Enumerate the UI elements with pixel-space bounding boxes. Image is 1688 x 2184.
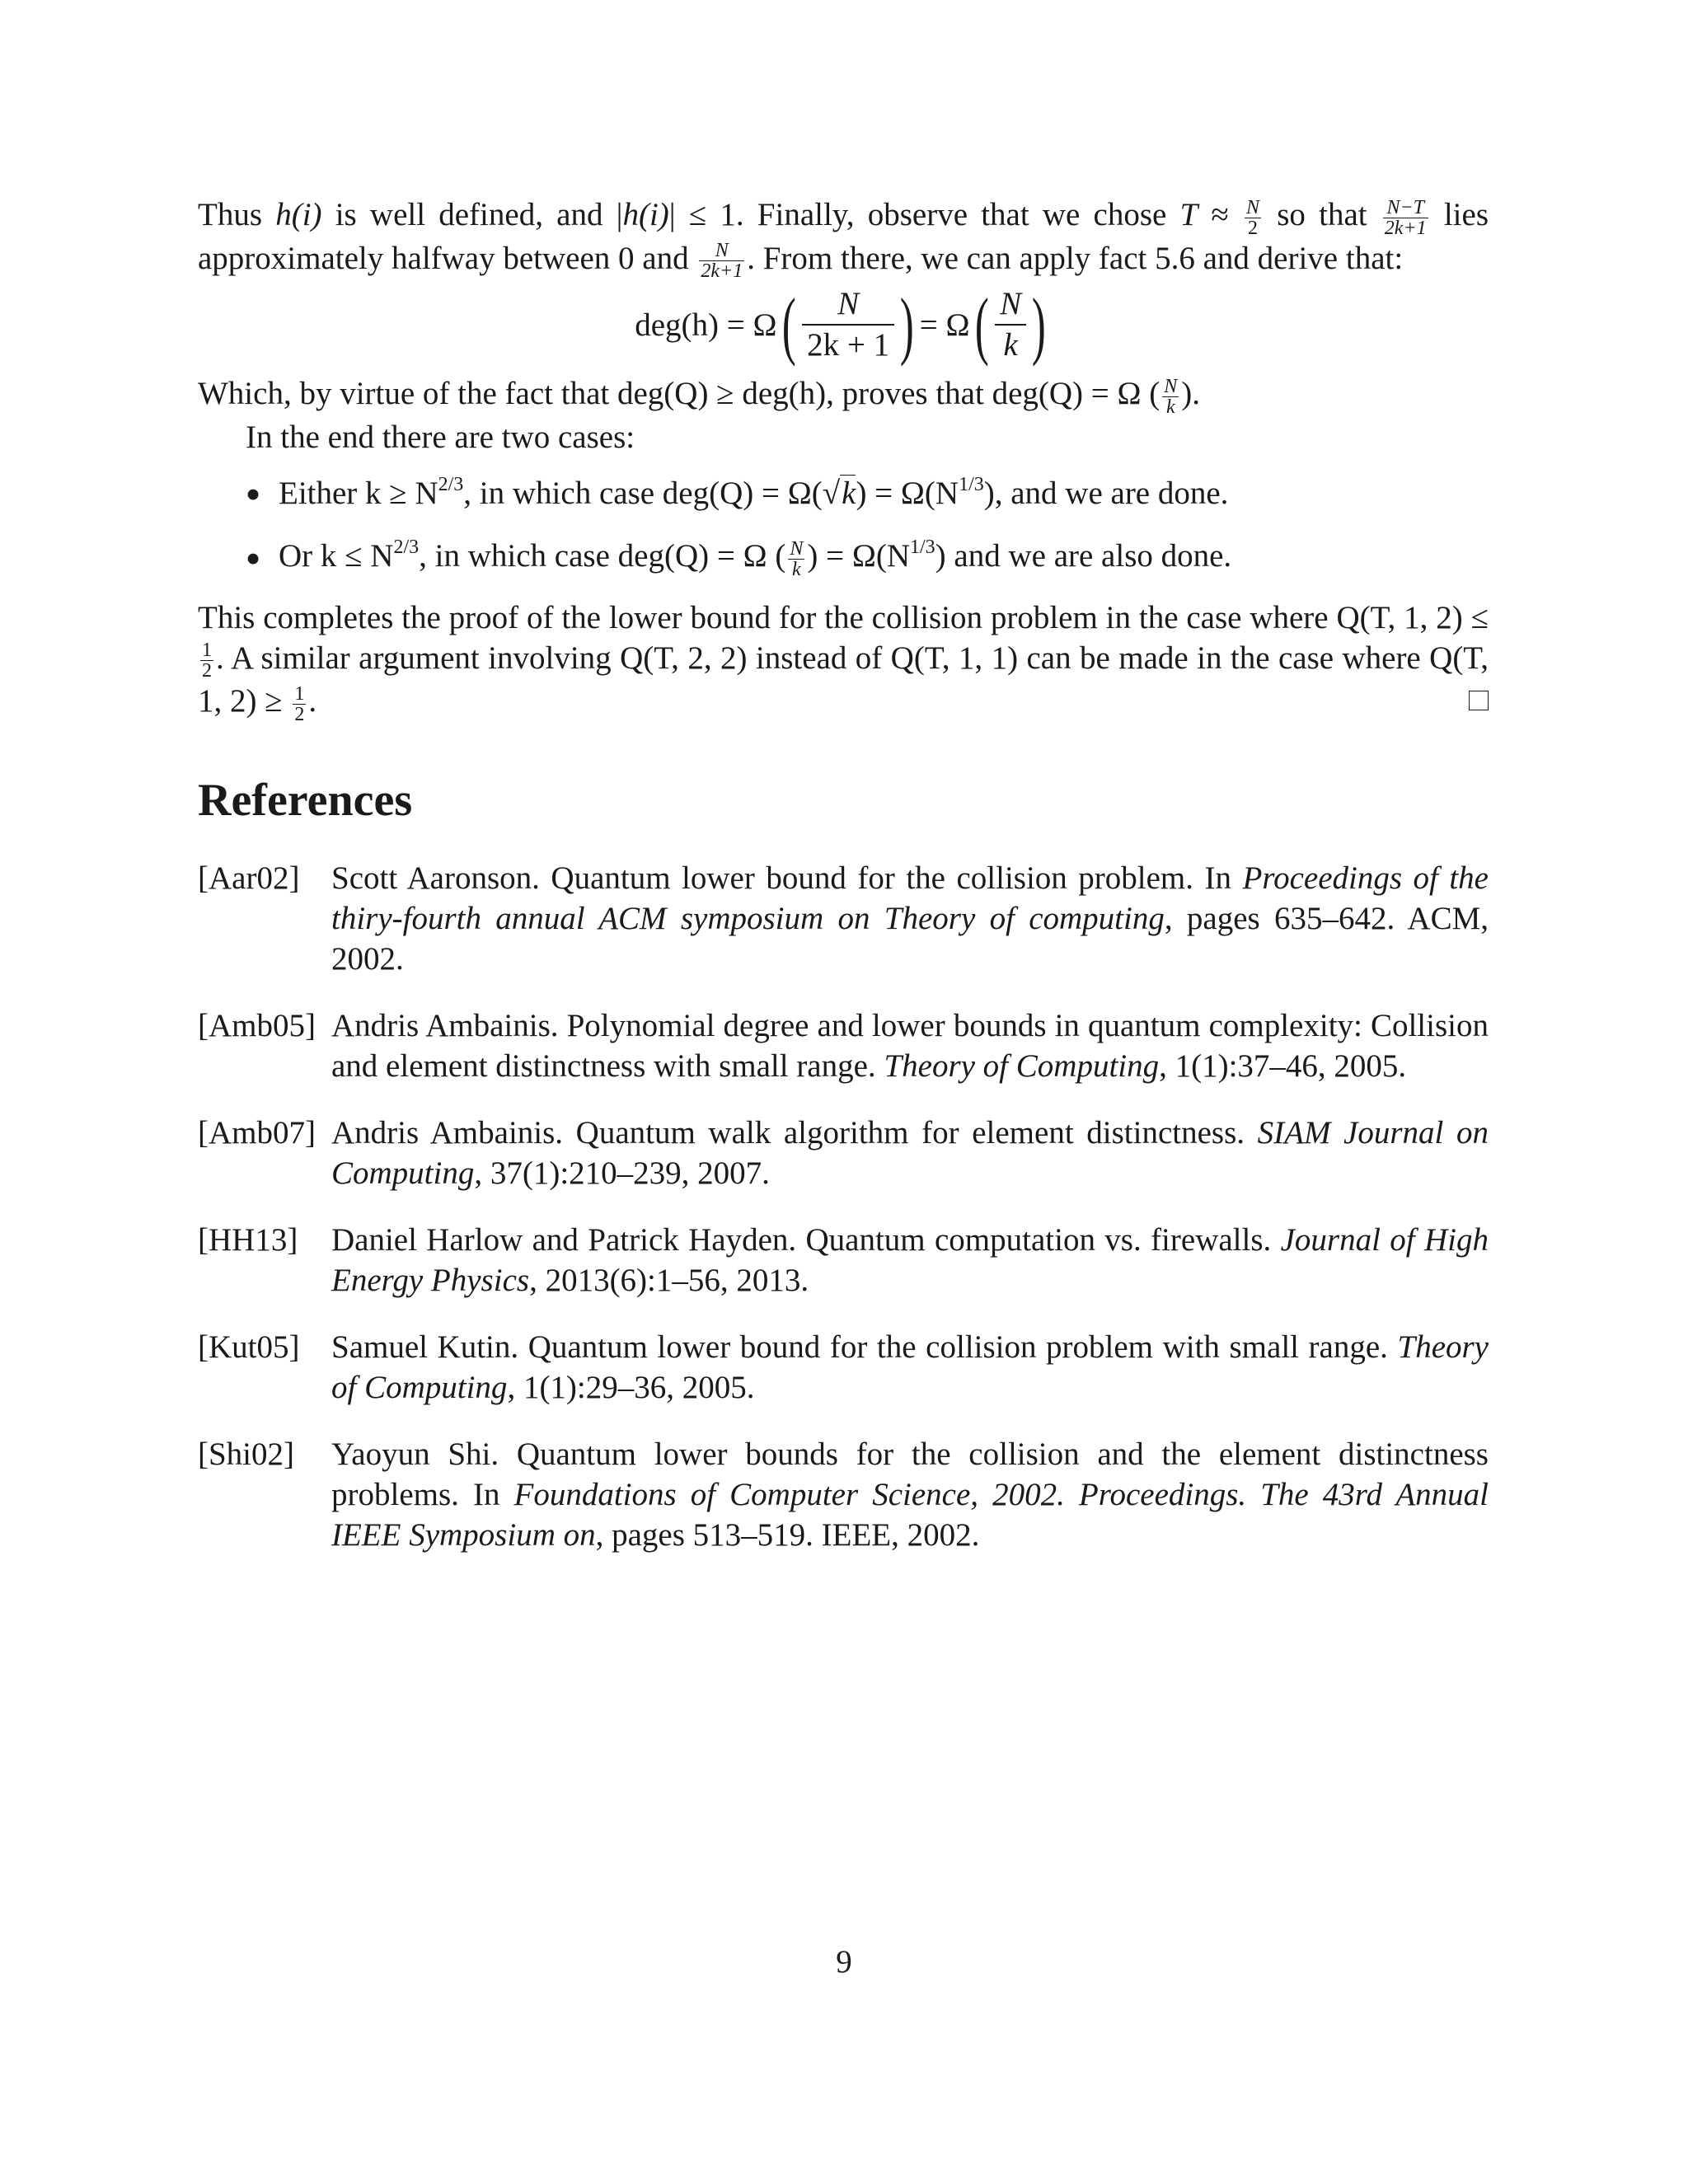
reference-key: [Kut05] [198,1329,300,1365]
frac-denominator: 2 [294,703,305,725]
text-run: so that [1264,197,1367,232]
left-paren: ( [975,283,990,368]
reference-item [198,1220,1489,1301]
text-run: , pages 635–642. ACM, 2002. [331,900,1489,977]
frac-denominator: 2 [202,660,212,682]
reference-key: [Amb05] [198,1007,316,1043]
fraction-n-over-2 [1245,198,1261,238]
page-body [198,194,1489,1582]
frac-numerator: N [699,241,744,261]
reference-body [331,858,1489,979]
text-run: Samuel Kutin. Quantum lower bound for the collision problem with small range. [331,1329,1398,1365]
list-item [246,469,1489,518]
frac-numerator: N [995,284,1026,326]
text-run: , in which case deg(Q) = Ω [419,538,776,574]
superscript: 2/3 [438,474,464,496]
reference-venue: Theory of Computing [331,1329,1489,1405]
equation-row [635,283,1052,368]
text-run: , 2013(6):1–56, 2013. [529,1262,809,1298]
paragraph-intro [198,194,1489,281]
frac-numerator: 1 [202,640,212,662]
text-run: ), and we are done. [983,476,1229,512]
right-paren: ) [900,283,914,368]
text-run: ) = Ω(N [856,476,959,512]
reference-key: [HH13] [198,1221,298,1258]
text-run: , 1(1):37–46, 2005. [1159,1047,1407,1084]
bullet-icon: ● [246,544,261,572]
frac-numerator: N [802,284,894,326]
frac-denominator: k [792,558,801,580]
frac-denominator: k [1165,396,1175,418]
page-number: 9 [836,1944,852,1980]
equation-lhs: deg(h) = Ω [635,307,777,343]
text-run: Either k ≥ N [279,476,438,512]
reference-key: [Amb07] [198,1114,316,1151]
references-heading: References [198,774,413,826]
text-run: is well defined, and | [321,197,623,232]
text-run: , 37(1):210–239, 2007. [474,1155,770,1191]
sqrt-radicand: k [842,476,856,512]
frac-numerator: 1 [294,682,305,705]
math-T: T [1179,197,1198,232]
text-run: | ≤ 1. Finally, observe that we chose [668,197,1180,232]
fraction-n-minus-t [1383,198,1428,238]
text-run: , pages 513–519. IEEE, 2002. [595,1516,980,1553]
reference-body [331,1327,1489,1408]
superscript: 1/3 [959,474,984,496]
cases-list [198,469,1489,583]
reference-item [198,1434,1489,1555]
paragraph-which: Which, by virtue of the fact that deg(Q) ≥ deg(h), proves that deg(Q) = Ω ( $\frac{N}{k}$ ). [198,375,1201,418]
fraction-n-over-k [788,539,804,579]
superscript: 2/3 [393,537,420,559]
frac-denominator: 2k+1 [701,260,743,283]
text-run: ) and we are also done. [935,538,1232,574]
reference-venue: Foundations of Computer Science, 2002. Proceedings. The 43rd Annual IEEE Symposium on [331,1476,1489,1553]
equation-mid: = Ω [919,307,970,343]
case-text: Or $k \le N^{2/3}$, in which case deg(Q) = Ω ( $\frac{N}{k}$ ) = $\Omega(N^{1/3})$ and we are also done. [279,537,1232,580]
frac-denominator: 2 [1248,217,1259,239]
text-run: Daniel Harlow and Patrick Hayden. Quantum computation vs. firewalls. [331,1221,1281,1258]
paragraph-conclusion [198,598,1489,724]
display-fraction-1 [802,284,894,365]
paragraph-two-cases: In the end there are two cases: [246,419,635,455]
reference-body [331,1434,1489,1555]
reference-body [331,1005,1489,1086]
frac-numerator: N−T [1383,198,1428,218]
text-run: . [308,683,317,719]
frac-denominator: k [1003,327,1018,363]
case-text [279,473,1228,513]
reference-key: [Shi02] [198,1436,294,1472]
text-run: Thus [198,197,276,232]
reference-item [198,858,1489,979]
reference-key: [Aar02] [198,860,300,896]
text-run: . A similar argument involving Q(T, 2, 2) instead of Q(T, 1, 1) can be made in the case where Q(T, 1, 2) ≥ [198,640,1489,719]
text-run: . From there, we can apply fact 5.6 and derive that: [747,240,1404,276]
reference-venue: Theory of Computing [884,1047,1160,1084]
fraction-n-over-2k1 [699,241,744,281]
reference-item [198,1327,1489,1408]
frac-numerator: N [790,537,804,560]
qed-square-icon [1469,691,1489,710]
text-run: Andris Ambainis. Polynomial degree and lower bounds in quantum complexity: Collision and element distinctness with small range. [331,1007,1489,1084]
reference-venue: Proceedings of the thiry-fourth annual ACM symposium on Theory of computing [331,860,1489,936]
text-run: , in which case deg(Q) = Ω(√ [463,476,841,512]
reference-body [331,1113,1489,1193]
frac-numerator: N [1246,196,1260,218]
display-fraction-2 [995,284,1026,365]
list-item [246,533,1489,583]
text-run: Which, by virtue of the fact that deg(Q) ≥ deg(h), proves that deg(Q) = Ω [198,376,1150,412]
fraction-one-half [200,640,213,681]
text-run: Scott Aaronson. Quantum lower bound for the collision problem. In [331,860,1243,896]
text-run: . [1192,376,1201,412]
math-h-i: h(i) [622,197,669,232]
text-run: = Ω(N [818,538,910,574]
superscript: 1/3 [910,537,935,559]
text-run: Yaoyun Shi. Quantum lower bounds for the collision and the element distinctness problems. In [331,1436,1489,1512]
text-run: lies approximately halfway between 0 and [198,197,1489,276]
text-run: ≈ [1198,197,1243,232]
fraction-one-half [293,684,306,724]
math-h-i: h(i) [275,197,322,232]
frac-denominator: 2k + 1 [807,327,890,363]
text-run: This completes the proof of the lower bound for the collision problem in the case where Q(T, 1, 2) ≤ [198,599,1489,635]
frac-denominator: 2k+1 [1384,217,1427,239]
reference-venue: SIAM Journal on Computing [331,1114,1489,1191]
text-run: Andris Ambainis. Quantum walk algorithm for element distinctness. [331,1114,1258,1151]
text-run: Or k ≤ N [279,538,394,574]
reference-venue: Journal of High Energy Physics [331,1221,1489,1298]
bullet-icon: ● [246,480,261,508]
reference-item [198,1113,1489,1193]
display-equation [198,283,1489,368]
frac-numerator: N [1164,375,1178,397]
references-list [198,858,1489,1555]
right-paren: ) [1032,283,1046,368]
reference-body [331,1220,1489,1301]
reference-item [198,1005,1489,1086]
text-run: , 1(1):29–36, 2005. [507,1369,755,1405]
left-paren: ( [782,283,797,368]
fraction-n-over-k [1162,377,1179,417]
